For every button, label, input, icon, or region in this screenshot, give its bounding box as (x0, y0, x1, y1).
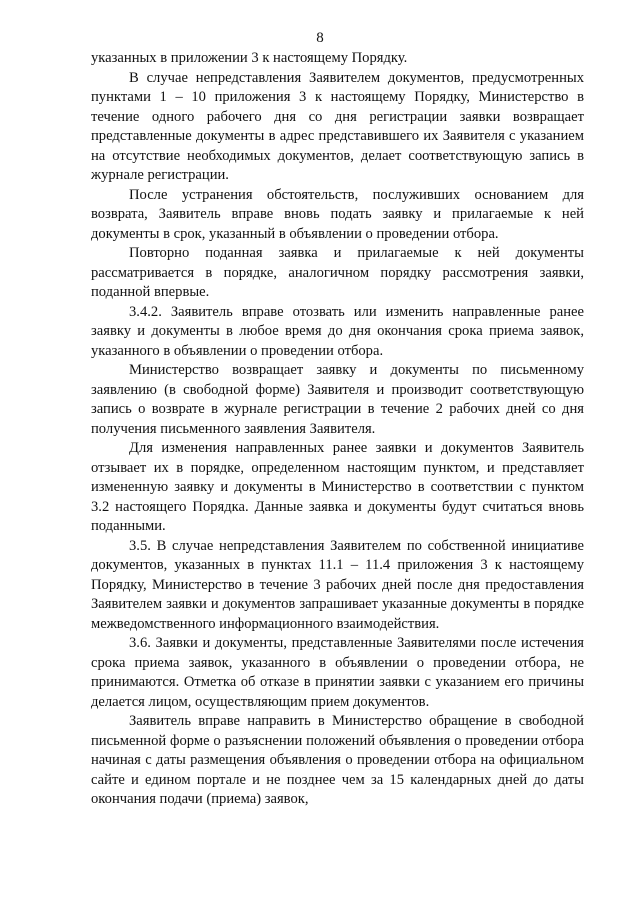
paragraph-resubmitted-review: Повторно поданная заявка и прилагаемые к ней документы рассматривается в порядке, аналогичном порядку рассмотрения заявки, поданной впервые. (91, 245, 584, 300)
paragraph-3-4-2-withdrawal: 3.4.2. Заявитель вправе отозвать или изменить направленные ранее заявку и документы в любое время до дня окончания срока приема заявок, указанного в объявлении о проведении отбора. (91, 303, 584, 359)
paragraph-continuation: указанных в приложении 3 к настоящему Порядку. (91, 50, 408, 66)
document-body (91, 49, 584, 810)
paragraph-missing-documents-return: В случае непредставления Заявителем документов, предусмотренных пунктами 1 – 10 приложения 3 к настоящему Порядку, Министерство в течение одного рабочего дня со дня регистрации заявки возвращает представленные документы в адрес представившего их Заявителя с указанием на отсутствие необходимых документов, делает соответствующую запись в журнале регистрации. (91, 69, 584, 183)
paragraph-changing-application: Для изменения направленных ранее заявки и документов Заявитель отзывает их в порядке, определенном настоящим пунктом, и представляет измененную заявку и документы в Министерство в соответствии с пунктом 3.2 настоящего Порядка. Данные заявка и документы будут считаться вновь поданными. (91, 440, 584, 534)
paragraph-3-6-late-applications: 3.6. Заявки и документы, представленные Заявителями после истечения срока приема заявок, указанного в объявлении о проведении отбора, не принимаются. Отметка об отказе в принятии заявки с указанием его причины делается лицом, осуществляющим прием документов. (91, 635, 584, 710)
paragraph-resubmission: После устранения обстоятельств, послуживших основанием для возврата, Заявитель вправе вновь подать заявку и прилагаемые к ней документы в срок, указанный в объявлении о проведении отбора. (91, 186, 584, 242)
paragraph-ministry-return: Министерство возвращает заявку и документы по письменному заявлению (в свободной форме) Заявителя и производит соответствующую запись о возврате в журнале регистрации в течение 2 рабочих дней со дня получения письменного заявления Заявителя. (91, 362, 584, 437)
page-number: 8 (316, 30, 324, 46)
paragraph-3-5-interagency: 3.5. В случае непредставления Заявителем по собственной инициативе документов, указанных в пунктах 11.1 – 11.4 приложения 3 к настоящему Порядку, Министерство в течение 3 рабочих дней после дня предоставления Заявителем заявки и документов запрашивает указанные документы в порядке межведомственного информационного взаимодействия. (91, 537, 584, 632)
paragraph-clarification-request: Заявитель вправе направить в Министерство обращение в свободной письменной форме о разъяснении положений объявления о проведении отбора начиная с даты размещения объявления о проведении отбора на официальном сайте и едином портале и не позднее чем за 15 календарных дней до даты окончания подачи (приема) заявок, (91, 713, 584, 807)
